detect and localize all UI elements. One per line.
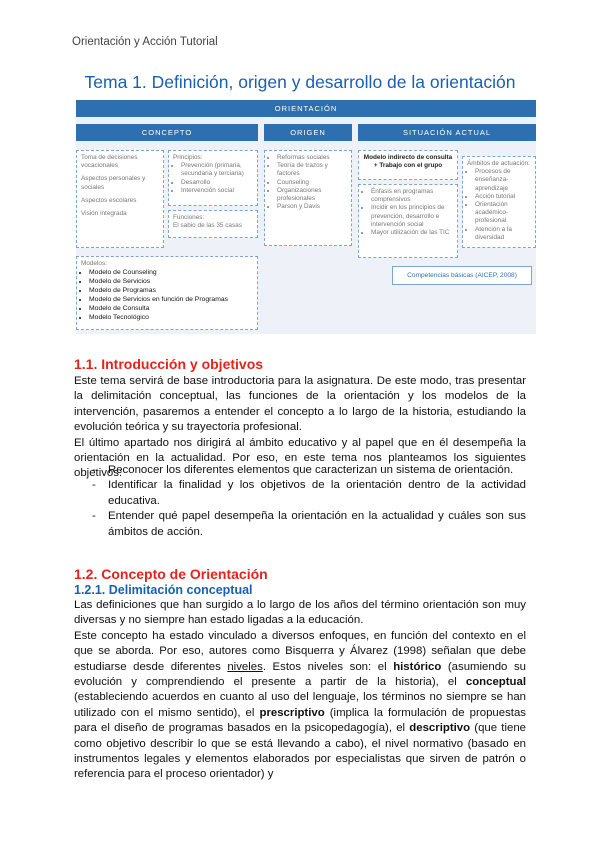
page-title: Tema 1. Definición, origen y desarrollo de la orientación: [84, 72, 516, 92]
objetivo-item: - Reconocer los diferentes elementos que caracterizan un sistema de orientación.: [74, 463, 526, 478]
origen-item: • Counseling: [277, 179, 347, 187]
origen-item: • Reformas sociales: [277, 154, 347, 162]
subsection-heading-delimitacion: 1.2.1. Delimitación conceptual: [74, 583, 253, 597]
situacion-box: [358, 184, 458, 258]
prescriptivo-term: prescriptivo: [259, 706, 325, 719]
section-heading-concepto: 1.2. Concepto de Orientación: [74, 566, 268, 582]
situacion-item: • Mayor utilización de las TIC: [371, 229, 453, 237]
principio-item: • Prevención (primaria, secundaria y terciaria): [181, 162, 253, 178]
text-run: . Estos niveles son: el: [262, 660, 394, 673]
concepto-paragraphs: [74, 598, 526, 783]
map-origen-bar: ORIGEN: [264, 124, 352, 141]
map-situacion-bar: SITUACIÓN ACTUAL: [358, 124, 536, 141]
enfoque-item: Aspectos escolares: [81, 196, 137, 204]
situacion-item: • Incidir en los principios de prevención, desarrollo e intervención social: [371, 204, 453, 229]
ambitos-box: [462, 156, 536, 248]
concepto-paragraph: Las definiciones que han surgido a lo largo de los años del término orientación son muy diversas y no siempre han estado ligadas a la educación.: [74, 599, 526, 627]
funciones-box: [168, 210, 258, 238]
situacion-item: • Énfasis en programas comprensivos: [371, 188, 453, 204]
concepto-paragraph-niveles: [74, 629, 526, 783]
intro-paragraph: El último apartado nos dirigirá al ámbito educativo y al papel que en él desempeña la orientación en la actualidad. Por eso, en este tema nos planteamos los siguientes objetivos:: [74, 436, 526, 480]
enfoque-item: Aspectos personales y sociales: [81, 175, 146, 191]
descriptivo-term: descriptivo: [409, 722, 471, 735]
ambito-item: • Atención a la diversidad: [475, 226, 531, 242]
modelo-item: • Modelo de Servicios: [89, 277, 253, 286]
origen-box: [264, 150, 352, 246]
funciones-text: El sabio de las 35 casas: [173, 222, 242, 230]
objetivos-list: [74, 463, 526, 540]
modelo-item: • Modelo de Servicios en función de Programas: [89, 295, 253, 304]
competencias-box: Competencias básicas (AICEP, 2008): [392, 266, 532, 285]
objetivo-item: - Identificar la finalidad y los objetivos de la orientación dentro de la actividad educativa.: [74, 478, 526, 509]
ambito-item: • Procesos de enseñanza-aprendizaje: [475, 168, 531, 193]
modelo-indirecto-box: Modelo indirecto de consulta + Trabajo con el grupo: [358, 150, 458, 180]
modelo-item: • Modelo de Consulta: [89, 304, 253, 313]
historico-term: histórico: [393, 660, 442, 673]
principios-title: Principios:: [173, 154, 203, 161]
modelos-box: [76, 256, 258, 330]
ambito-item: • Acción tutorial: [475, 193, 531, 201]
ambitos-title: Ámbitos de actuación:: [467, 160, 530, 167]
intro-paragraph: Este tema servirá de base introductoria para la asignatura. De este modo, tras presentar la delimitación conceptual, las funciones de la orientación y los modelos de la intervención, pasaremos a entender el concepto a lo largo de la historia, estudiando la evolución teórica y su trayectoria profesional.: [74, 375, 526, 434]
enfoque-item: Toma de decisiones vocacionales: [81, 154, 138, 170]
modelos-title: Modelos:: [81, 260, 107, 267]
concept-map: [76, 100, 536, 334]
modelo-item: • Modelo de Programas: [89, 286, 253, 295]
text-run: (asumiendo su evolución y comprendiendo el presente a partir de la historia), el: [74, 660, 526, 689]
principios-box: [168, 150, 258, 206]
modelo-item: • Modelo de Counseling: [89, 268, 253, 277]
objetivo-item: - Entender qué papel desempeña la orientación en la actualidad y cuáles son sus ámbitos de acción.: [74, 509, 526, 540]
text-run: (que tiene como objetivo describir lo que se está llevando a cabo), el nivel normativo (basado en instrumentos legales y elementos elaborados por especialistas que sirven de patrón o referencia para el proceso orientador) y: [74, 722, 526, 781]
text-run: Este concepto ha estado vinculado a diversos enfoques, en función del contexto en el que se aborda. Por eso, autores como Bisquerra y Álvarez (1998) señalan que debe estudiarse desde diferentes: [74, 629, 526, 673]
text-run: (estableciendo acuerdos en cuanto al uso del lenguaje, los términos no siempre se han utilizado con el mismo sentido), el: [74, 691, 526, 719]
origen-item: • Organizaciones profesionales: [277, 187, 347, 203]
page-header: Orientación y Acción Tutorial: [72, 36, 218, 48]
map-concepto-bar: CONCEPTO: [76, 124, 258, 141]
conceptual-term: conceptual: [465, 676, 526, 689]
enfoque-item: Visión integrada: [81, 210, 127, 218]
origen-item: • Teoría de trazos y factores: [277, 162, 347, 178]
text-run: (implica la formulación de propuestas para el diseño de programas basados en la psicopedagogía), el: [74, 706, 526, 735]
principio-item: • Desarrollo: [181, 179, 253, 187]
section-heading-introduccion: 1.1. Introducción y objetivos: [74, 356, 264, 372]
funciones-title: Funciones:: [173, 214, 205, 221]
concepto-enfoques-box: [76, 150, 164, 248]
modelo-item: • Modelo Tecnológico: [89, 313, 253, 322]
ambito-item: • Orientación académico-profesional: [475, 201, 531, 226]
principio-item: • Intervención social: [181, 187, 253, 195]
origen-item: • Parson y Davis: [277, 203, 347, 211]
niveles-term: niveles: [227, 660, 263, 673]
map-orientacion-bar: ORIENTACIÓN: [76, 100, 536, 117]
